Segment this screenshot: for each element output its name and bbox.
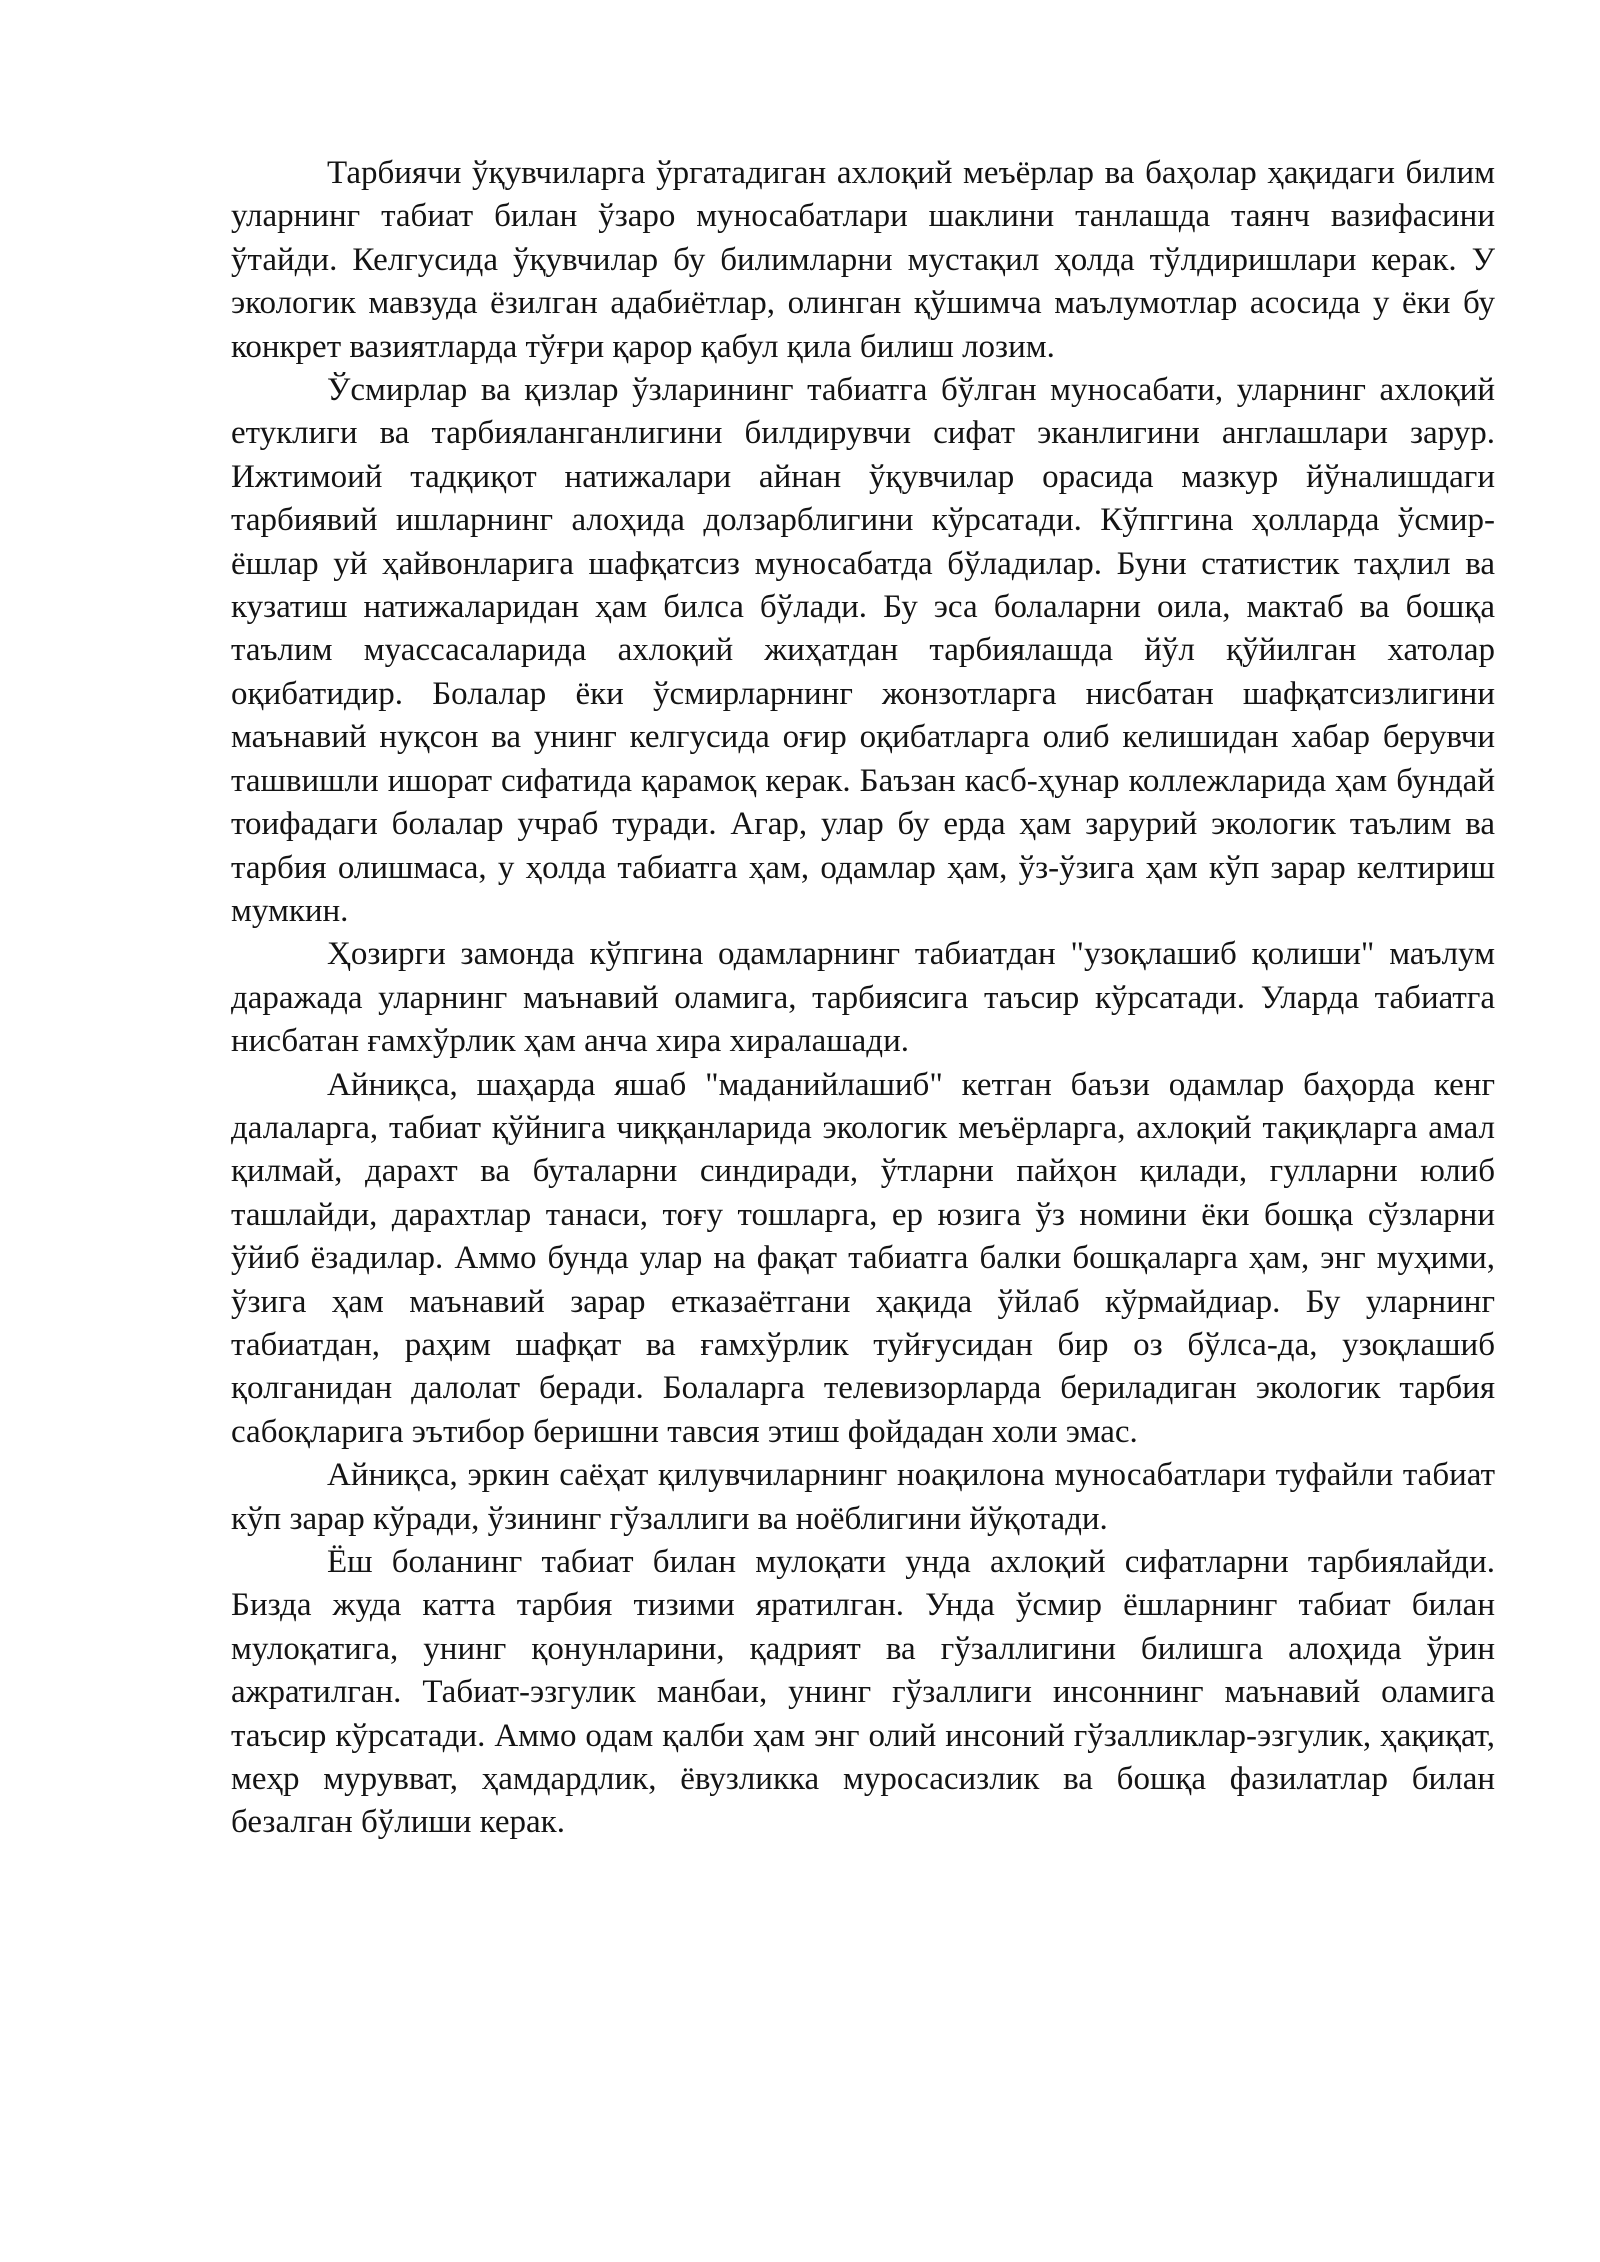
paragraph-6: Ёш боланинг табиат билан мулоқати унда ахлоқий сифатларни тарбиялайди. Бизда жуда катта тарбия тизими яратилган. Унда ўсмир ёшларнинг табиат билан мулоқатига, унинг қонунларини, қадрият ва гўзаллигини билишга алоҳида ўрин ажратилган. Табиат-эзгулик манбаи, унинг гўзаллиги инсоннинг маънавий оламига таъсир кўрсатади. Аммо одам қалби ҳам энг олий инсоний гўзалликлар-эзгулик, ҳақиқат, меҳр мурувват, ҳамдардлик, ёвузликка муросасизлик ва бошқа фазилатлар билан безалган бўлиши керак. xyxy=(231,1544,1495,1841)
paragraph-5: Айниқса, эркин саёҳат қилувчиларнинг ноақилона муносабатлари туфайли табиат кўп зарар кўради, ўзининг гўзаллиги ва ноёблигини йўқотади. xyxy=(231,1457,1495,1537)
document-page xyxy=(231,152,1495,1845)
paragraph-2: Ўсмирлар ва қизлар ўзларининг табиатга бўлган муносабати, уларнинг ахлоқий етуклиги ва тарбияланганлигини билдирувчи сифат эканлигини англашлари зарур. Ижтимоий тадқиқот натижалари айнан ўқувчилар орасида мазкур йўналишдаги тарбиявий ишларнинг алоҳида долзарблигини кўрсатади. Кўпггина ҳолларда ўсмир-ёшлар уй ҳайвонларига шафқатсиз муносабатда бўладилар. Буни статистик таҳлил ва кузатиш натижаларидан ҳам билса бўлади. Бу эса болаларни оила, мактаб ва бошқа таълим муассасаларида ахлоқий жиҳатдан тарбиялашда йўл қўйилган хатолар оқибатидир. Болалар ёки ўсмирларнинг жонзотларга нисбатан шафқатсизлигини маънавий нуқсон ва унинг келгусида оғир оқибатларга олиб келишидан хабар берувчи ташвишли ишорат сифатида қарамоқ керак. Баъзан касб-ҳунар коллежларида ҳам бундай тоифадаги болалар учраб туради. Агар, улар бу ерда ҳам зарурий экологик таълим ва тарбия олишмаса, у ҳолда табиатга ҳам, одамлар ҳам, ўз-ўзига ҳам кўп зарар келтириш мумкин. xyxy=(231,372,1495,929)
paragraph-4: Айниқса, шаҳарда яшаб "маданийлашиб" кетган баъзи одамлар баҳорда кенг далаларга, табиат қўйнига чиққанларида экологик меъёрларга, ахлоқий тақиқларга амал қилмай, дарахт ва буталарни синдиради, ўтларни пайҳон қилади, гулларни юлиб ташлайди, дарахтлар танаси, тоғу тошларга, ер юзига ўз номини ёки бошқа сўзларни ўйиб ёзадилар. Аммо бунда улар на фақат табиатга балки бошқаларга ҳам, энг муҳими, ўзига ҳам маънавий зарар етказаётгани ҳақида ўйлаб кўрмайдиар. Бу уларнинг табиатдан, раҳим шафқат ва ғамхўрлик туйғусидан бир оз бўлса-да, узоқлашиб қолганидан далолат беради. Болаларга телевизорларда бериладиган экологик тарбия сабоқларига эътибор беришни тавсия этиш фойдадан холи эмас. xyxy=(231,1066,1495,1450)
paragraph-1: Тарбиячи ўқувчиларга ўргатадиган ахлоқий меъёрлар ва баҳолар ҳақидаги билим уларнинг табиат билан ўзаро муносабатлари шаклини танлашда таянч вазифасини ўтайди. Келгусида ўқувчилар бу билимларни мустақил ҳолда тўлдиришлари керак. У экологик мавзуда ёзилган адабиётлар, олинган қўшимча маълумотлар асосида у ёки бу конкрет вазиятларда тўғри қарор қабул қила билиш лозим. xyxy=(231,155,1495,365)
paragraph-3: Ҳозирги замонда кўпгина одамларнинг табиатдан "узоқлашиб қолиши" маълум даражада уларнинг маънавий оламига, тарбиясига таъсир кўрсатади. Уларда табиатга нисбатан ғамхўрлик ҳам анча хира хиралашади. xyxy=(231,936,1495,1060)
